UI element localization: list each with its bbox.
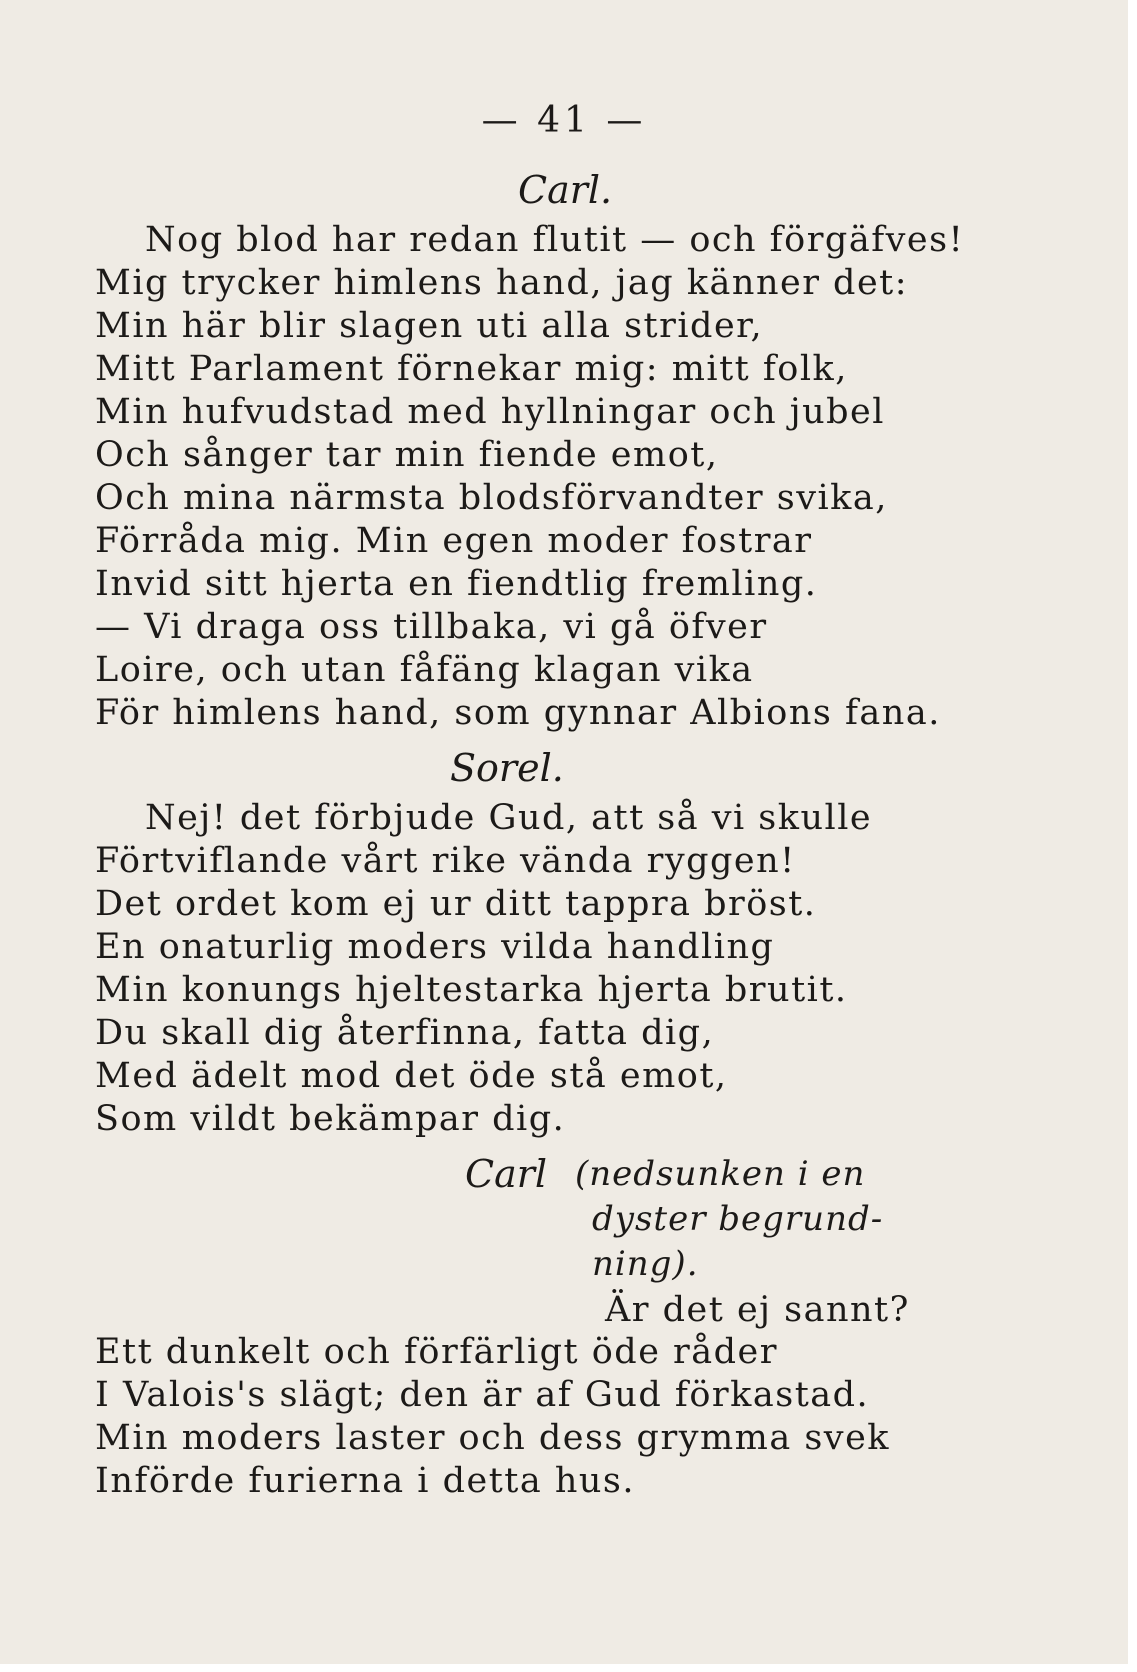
stage-direction: dyster begrund- [592, 1199, 884, 1239]
verse-line: Invid sitt hjerta en fiendtlig fremling. [95, 564, 818, 604]
verse-line: — Vi draga oss tillbaka, vi gå öfver [95, 607, 768, 647]
page-number: — 41 — [481, 100, 647, 141]
verse-line: Är det ej sannt? [605, 1290, 910, 1330]
verse-line: Min moders laster och dess grymma svek [95, 1418, 890, 1458]
verse-line: Loire, och utan fåfäng klagan vika [95, 650, 754, 690]
verse-line: Förråda mig. Min egen moder fostrar [95, 521, 813, 561]
verse-line: Nog blod har redan flutit — och förgäfves! [145, 220, 965, 260]
verse-line: I Valois's slägt; den är af Gud förkastad. [95, 1375, 870, 1415]
verse-line: Nej! det förbjude Gud, att så vi skulle [145, 798, 873, 838]
speaker-name: Sorel. [450, 746, 564, 790]
stage-direction: (nedsunken i en [575, 1154, 866, 1194]
speaker-name: Carl. [518, 168, 613, 212]
verse-line: Förtviflande vårt rike vända ryggen! [95, 841, 796, 881]
verse-line: Min hufvudstad med hyllningar och jubel [95, 392, 885, 432]
verse-line: Mig trycker himlens hand, jag känner det: [95, 263, 909, 303]
verse-line: För himlens hand, som gynnar Albions fana. [95, 693, 941, 733]
verse-line: Ett dunkelt och förfärligt öde råder [95, 1332, 778, 1372]
verse-line: Mitt Parlament förnekar mig: mitt folk, [95, 349, 848, 389]
verse-line: Som vildt bekämpar dig. [95, 1099, 566, 1139]
verse-line: Och mina närmsta blodsförvandter svika, [95, 478, 888, 518]
verse-line: Min här blir slagen uti alla strider, [95, 306, 764, 346]
speaker-name: Carl [465, 1152, 548, 1196]
verse-line: Min konungs hjeltestarka hjerta brutit. [95, 970, 848, 1010]
verse-line: Med ädelt mod det öde stå emot, [95, 1056, 728, 1096]
verse-line: En onaturlig moders vilda handling [95, 927, 775, 967]
verse-line: Införde furierna i detta hus. [95, 1461, 635, 1501]
verse-line: Det ordet kom ej ur ditt tappra bröst. [95, 884, 817, 924]
verse-line: Och sånger tar min fiende emot, [95, 435, 719, 475]
stage-direction: ning). [592, 1244, 699, 1284]
verse-line: Du skall dig återfinna, fatta dig, [95, 1013, 715, 1053]
